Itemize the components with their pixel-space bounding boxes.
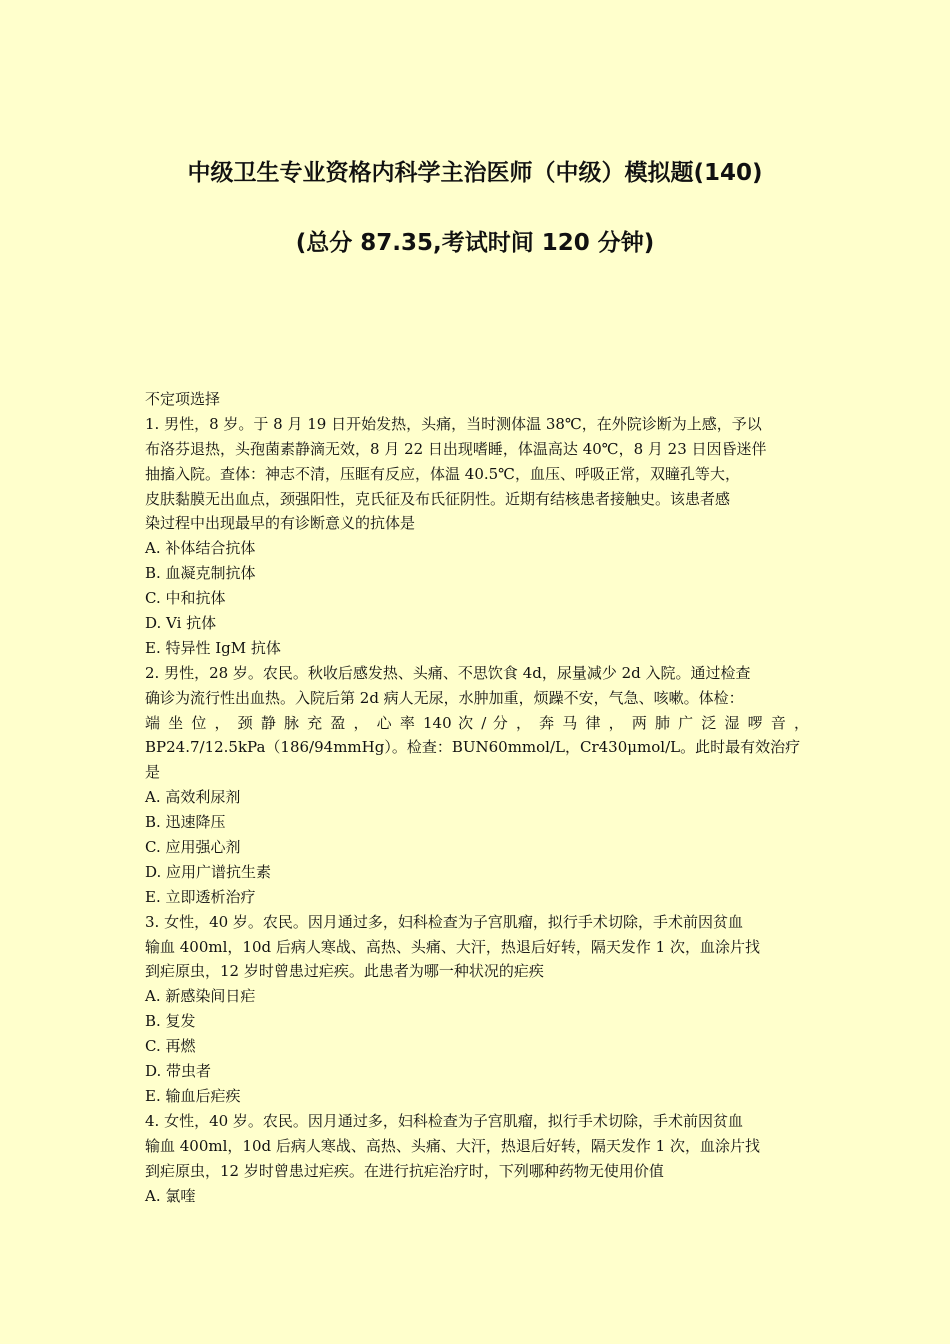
question-text-line: 是 — [145, 763, 161, 782]
answer-option: A. 补体结合抗体 — [145, 539, 256, 558]
question-text-line: 2. 男性，28 岁。农民。秋收后感发热、头痛、不思饮食 4d，尿量减少 2d 入院。通过检查 — [145, 663, 751, 682]
question-text-line: 染过程中出现最早的有诊断意义的抗体是 — [145, 514, 416, 533]
question-text-line: 输血 400ml，10d 后病人寒战、高热、头痛、大汗，热退后好转，隔天发作 1 次，血涂片找 — [145, 937, 760, 956]
answer-option: D. 应用广谱抗生素 — [145, 862, 272, 881]
question-text-line: 输血 400ml，10d 后病人寒战、高热、头痛、大汗，热退后好转，隔天发作 1 次，血涂片找 — [145, 1136, 760, 1155]
question-text-line: 1. 男性，8 岁。于 8 月 19 日开始发热，头痛，当时测体温 38℃，在外院诊断为上感，予以 — [145, 414, 762, 433]
question-text-line: 3. 女性，40 岁。农民。因月通过多，妇科检查为子宫肌瘤，拟行手术切除，手术前因贫血 — [145, 912, 743, 931]
document-body — [145, 387, 809, 1208]
question-text-line: 皮肤黏膜无出血点，颈强阳性，克氏征及布氏征阴性。近期有结核患者接触史。该患者感 — [145, 489, 731, 508]
answer-option: C. 中和抗体 — [145, 589, 226, 608]
answer-option: D. 带虫者 — [145, 1062, 212, 1081]
answer-option: C. 再燃 — [145, 1037, 196, 1056]
question-text-line: 4. 女性，40 岁。农民。因月通过多，妇科检查为子宫肌瘤，拟行手术切除，手术前因贫血 — [145, 1111, 743, 1130]
question-1 — [145, 412, 809, 661]
answer-option: A. 氯喹 — [145, 1186, 196, 1205]
answer-option: E. 特异性 IgM 抗体 — [145, 638, 281, 657]
answer-option: B. 血凝克制抗体 — [145, 564, 256, 583]
answer-option: E. 立即透析治疗 — [145, 887, 256, 906]
question-text-line: 到疟原虫，12 岁时曾患过疟疾。在进行抗疟治疗时，下列哪种药物无使用价值 — [145, 1161, 664, 1180]
answer-option: B. 复发 — [145, 1012, 196, 1031]
answer-option: D. Vi 抗体 — [145, 614, 217, 633]
answer-option: E. 输血后疟疾 — [145, 1086, 241, 1105]
section-heading: 不定项选择 — [145, 390, 221, 408]
document-title: 中级卫生专业资格内科学主治医师（中级）模拟题(140) — [187, 160, 763, 186]
question-3 — [145, 910, 809, 1109]
answer-option: A. 高效利尿剂 — [145, 788, 241, 807]
question-text-line: 端 坐 位 ， 颈 静 脉 充 盈 ， 心 率 140 次 / 分 ， 奔 马 律 ， 两 肺 广 泛 湿 啰 音 ， — [145, 713, 809, 732]
question-text-line: BP24.7/12.5kPa（186/94mmHg）。检查：BUN60mmol/L，Cr430μmol/L。此时最有效治疗 — [145, 738, 801, 757]
question-4 — [145, 1109, 809, 1209]
question-text-line: 布洛芬退热，头孢菌素静滴无效，8 月 22 日出现嗜睡，体温高达 40℃，8 月 23 日因昏迷伴 — [145, 439, 767, 458]
answer-option: A. 新感染间日疟 — [145, 987, 256, 1006]
answer-option: B. 迅速降压 — [145, 813, 226, 832]
document-subtitle: (总分 87.35,考试时间 120 分钟) — [295, 230, 655, 256]
question-text-line: 确诊为流行性出血热。入院后第 2d 病人无尿，水肿加重，烦躁不安，气急、咳嗽。体检： — [145, 688, 744, 707]
question-text-line: 到疟原虫，12 岁时曾患过疟疾。此患者为哪一种状况的疟疾 — [145, 962, 544, 981]
question-text-line: 抽搐入院。查体：神志不清，压眶有反应，体温 40.5℃，血压、呼吸正常，双瞳孔等大， — [145, 464, 740, 483]
question-2 — [145, 661, 809, 910]
answer-option: C. 应用强心剂 — [145, 838, 241, 857]
